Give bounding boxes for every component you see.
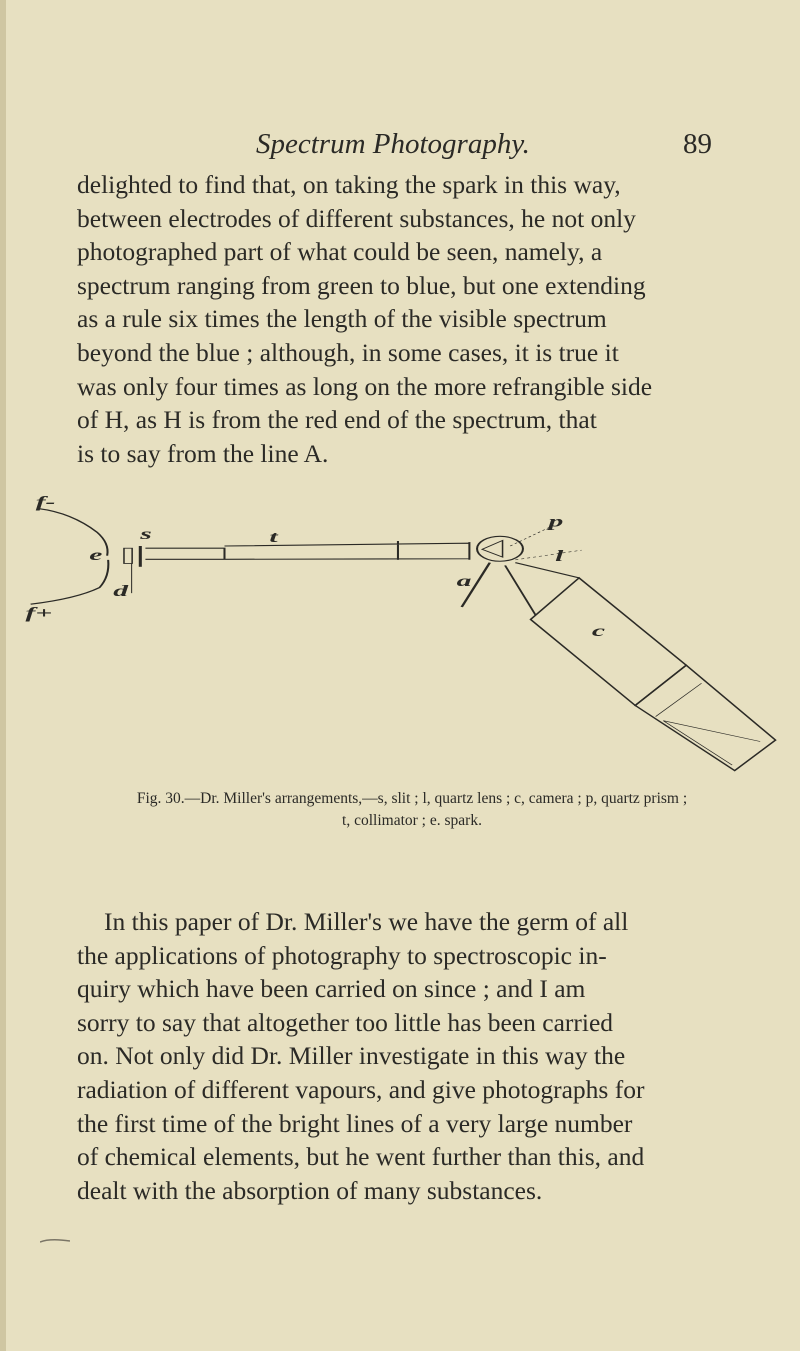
text-line: between electrodes of different substances, he not only (77, 203, 636, 233)
prism-triangle (482, 540, 502, 557)
text-line: the first time of the bright lines of a very large number (77, 1108, 633, 1138)
paragraph-2 (77, 905, 727, 1207)
apparatus-figure (0, 485, 800, 790)
running-head-title: Spectrum Photography. (256, 128, 530, 160)
text-line: sorry to say that altogether too little has been carried (77, 1007, 614, 1037)
label-p: p (548, 513, 564, 531)
camera-neck (505, 563, 579, 616)
text-line: beyond the blue ; although, in some cases, it is true it (77, 337, 619, 367)
dashed-leader-p (510, 527, 551, 546)
caption-line: Fig. 30.—Dr. Miller's arrangements,—s, slit ; l, quartz lens ; c, camera ; p, quartz prism ; (136, 790, 688, 807)
text-line: spectrum ranging from green to blue, but one extending (77, 270, 646, 300)
page-number: 89 (683, 128, 712, 160)
slit-d (124, 548, 132, 563)
electrode-wire-bottom (31, 560, 109, 604)
text-line: on. Not only did Dr. Miller investigate in this way the (77, 1041, 626, 1071)
text-line: as a rule six times the length of the visible spectrum (77, 304, 607, 334)
text-line: was only four times as long on the more refrangible side (77, 371, 653, 401)
label-s: s (140, 525, 152, 544)
text-line: delighted to find that, on taking the spark in this way, (77, 170, 621, 199)
label-d: d (113, 582, 129, 600)
text-line: quiry which have been carried on since ; and I am (77, 974, 586, 1004)
label-a: a (456, 572, 472, 591)
label-f-plus: f+ (25, 604, 53, 623)
text-line: the applications of photography to spectroscopic in- (77, 940, 607, 970)
ink-smudge (40, 1238, 70, 1244)
label-t: t (269, 528, 278, 546)
paragraph-1 (77, 168, 727, 470)
camera-body (531, 578, 687, 706)
figure-caption (92, 788, 732, 832)
label-f-minus: f- (35, 493, 56, 512)
text-line: dealt with the absorption of many substances. (77, 1175, 543, 1205)
text-line: is to say from the line A. (77, 438, 329, 468)
collimator-tube (145, 541, 469, 560)
label-e: e (89, 546, 103, 564)
text-line: radiation of different vapours, and give photographs for (77, 1074, 645, 1104)
label-c: c (591, 622, 605, 641)
text-line: of H, as H is from the red end of the spectrum, that (77, 405, 597, 435)
plate-holder (635, 665, 775, 770)
text-line: In this paper of Dr. Miller's we have the germ of all (104, 907, 629, 936)
running-head (0, 128, 800, 168)
caption-line: t, collimator ; e. spark. (342, 812, 482, 829)
dashed-leader-l (515, 550, 581, 560)
label-l: l (555, 547, 564, 566)
text-line: photographed part of what could be seen, namely, a (77, 237, 603, 267)
text-line: of chemical elements, but he went further than this, and (77, 1142, 645, 1172)
